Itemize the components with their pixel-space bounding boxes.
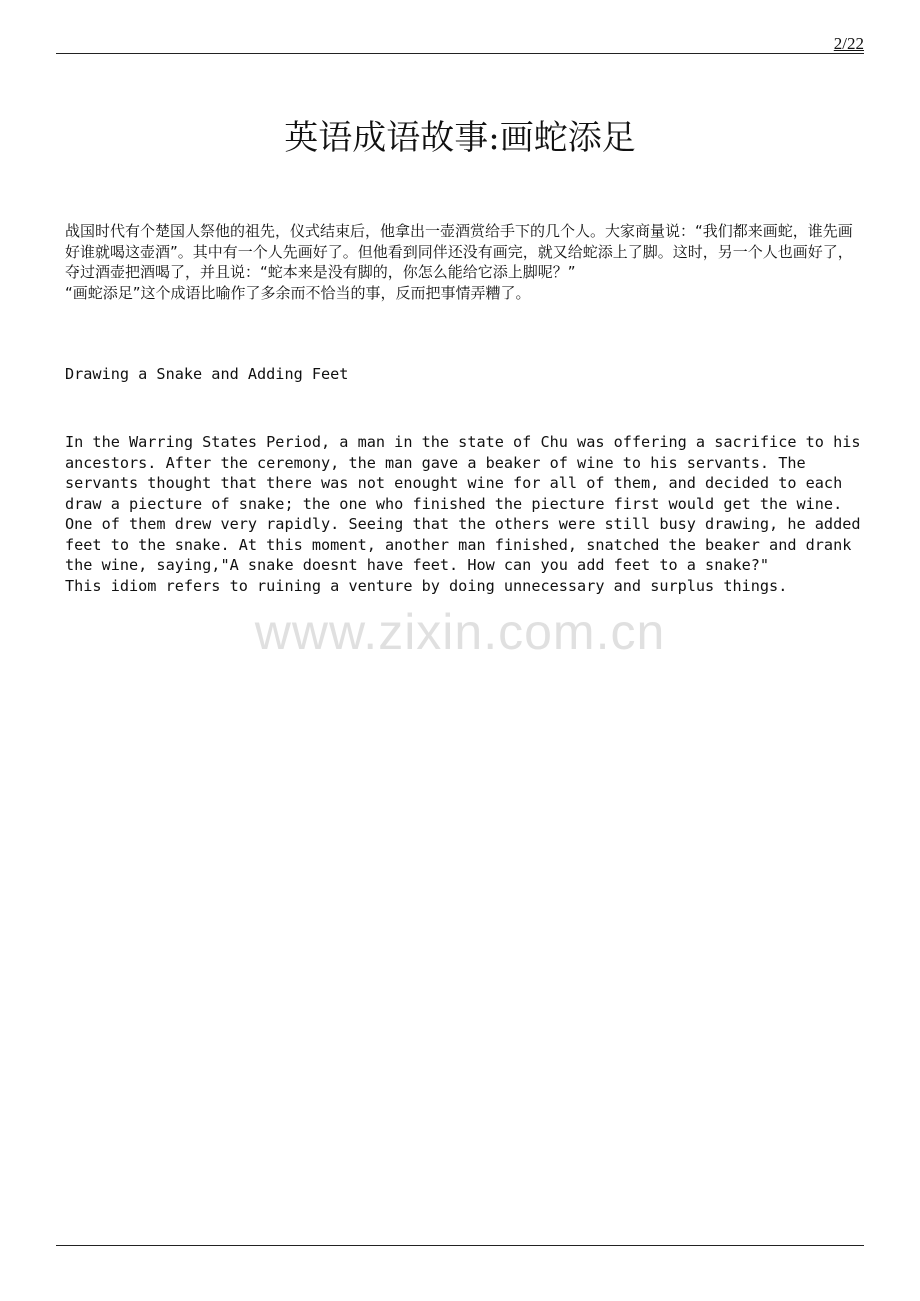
document-title: 英语成语故事:画蛇添足: [284, 118, 636, 158]
header-rule: [56, 53, 864, 54]
footer-rule: [56, 1245, 864, 1246]
chinese-paragraph: “画蛇添足”这个成语比喻作了多余而不恰当的事，反而把事情弄糟了。: [65, 283, 531, 302]
chinese-story: [65, 221, 865, 303]
page-number: 2/22: [833, 34, 864, 53]
chinese-paragraph: 战国时代有个楚国人祭他的祖先，仪式结束后，他拿出一壶酒赏给手下的几个人。大家商量说：“我们都来画蛇，谁先画好谁就喝这壶酒”。其中有一个人先画好了。但他看到同伴还没有画完，就又给蛇添上了脚。这时，另一个人也画好了，夺过酒壶把酒喝了，并且说：“蛇本来是没有脚的，你怎么能给它添上脚呢？”: [65, 222, 853, 282]
english-title: Drawing a Snake and Adding Feet: [65, 365, 349, 383]
english-paragraph: This idiom refers to ruining a venture by doing unnecessary and surplus things.: [65, 576, 788, 595]
english-story: [65, 432, 865, 596]
watermark: www.zixin.com.cn: [254, 604, 666, 660]
english-paragraph: In the Warring States Period, a man in the state of Chu was offering a sacrifice to his ancestors. After the ceremony, the man gave a beaker of wine to his servants. The servants thought that there was not enought wine for all of them, and decided to each draw a piecture of snake; the one who finished the piecture first would get the wine. One of them drew very rapidly. Seeing that the others were still busy drawing, he added feet to the snake. At this moment, another man finished, snatched the beaker and drank the wine, saying,"A snake doesnt have feet. How can you add feet to a snake?": [65, 433, 861, 574]
